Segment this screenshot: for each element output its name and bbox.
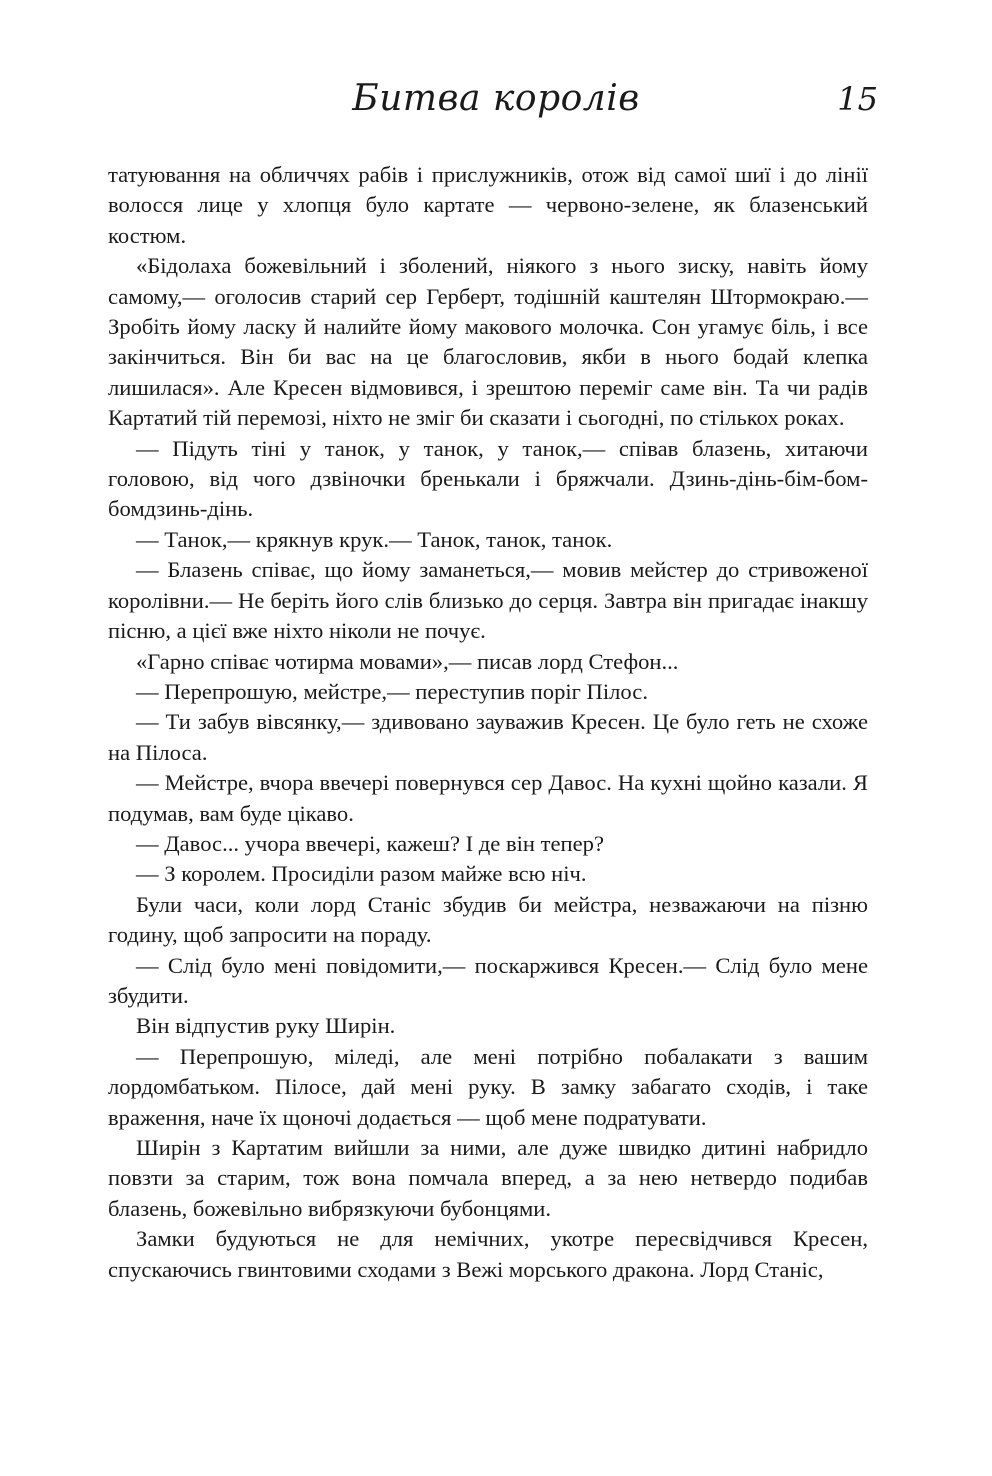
paragraph: Ширін з Картатим вийшли за ними, але дуже швидко дитині набридло повзти за старим, тож вона помчала вперед, а за нею нетвердо подибав блазень, божевільно вибрязкуючи бубонцями. xyxy=(108,1135,868,1221)
paragraph: — Перепрошую, міледі, але мені потрібно побалакати з вашим лордомбатьком. Пілосе, дай мені руку. В замку забагато сходів, і таке враження, наче їх щоночі додається — щоб мене подратувати. xyxy=(108,1043,868,1130)
book-title: Битва королів xyxy=(352,78,640,119)
paragraph: Він відпустив руку Ширін. xyxy=(136,1013,396,1039)
paragraph: — З королем. Просиділи разом майже всю ніч. xyxy=(136,861,587,887)
paragraph: — Танок,— крякнув крук.— Танок, танок, танок. xyxy=(136,526,613,552)
paragraph: Були часи, коли лорд Станіс збудив би мейстра, незважаючи на пізню годину, щоб запросити на пораду. xyxy=(108,891,868,948)
paragraph: — Блазень співає, що йому заманеться,— мовив мейстер до стривоженої королівни.— Не беріть його слів близько до серця. Завтра він пригадає інакшу пісню, а цієї вже ніхто ніколи не почує. xyxy=(108,557,868,644)
paragraph: — Підуть тіні у танок, у танок, у танок,— співав блазень, хитаючи головою, від чого дзвіночки бренькали і бряжчали. Дзинь-дінь-бім-бом-бомдзинь-дінь. xyxy=(108,435,868,522)
paragraph: татуювання на обличчях рабів і прислужників, отож від самої шиї і до лінії волосся лице у хлопця було картате — червоно-зелене, як блазенський костюм. xyxy=(108,162,868,248)
paragraph: — Перепрошую, мейстре,— переступив поріг Пілос. xyxy=(136,678,648,704)
paragraph: «Гарно співає чотирма мовами»,— писав лорд Стефон... xyxy=(136,648,679,674)
paragraph: — Мейстре, вчора ввечері повернувся сер Давос. На кухні щойно казали. Я подумав, вам буде цікаво. xyxy=(108,770,868,826)
paragraph: — Давос... учора ввечері, кажеш? І де він тепер? xyxy=(136,830,604,856)
paragraph: «Бідолаха божевільний і зболений, ніякого з нього зиску, навіть йому самому,— оголосив старий сер Герберт, тодішній каштелян Штормокраю.— Зробіть йому ласку й налийте йому макового молочка. Сон угамує біль, і все закінчиться. Він би вас на це благословив, якби в нього бодай клепка лишилася». Але Кресен відмовився, і зрештою переміг саме він. Та чи радів Картатий тій перемозі, ніхто не зміг би сказати і сьогодні, по стількох роках. xyxy=(108,253,868,431)
page-number: 15 xyxy=(837,80,878,118)
paragraph: — Слід було мені повідомити,— поскаржився Кресен.— Слід було мене збудити. xyxy=(108,952,868,1008)
paragraph: — Ти забув вівсянку,— здивовано зауважив Кресен. Це було геть не схоже на Пілоса. xyxy=(108,709,868,765)
body-text xyxy=(108,160,868,1285)
paragraph: Замки будуються не для немічних, укотре пересвідчився Кресен, спускаючись гвинтовими сходами з Вежі морського дракона. Лорд Станіс, xyxy=(108,1226,868,1282)
running-header xyxy=(108,78,884,128)
